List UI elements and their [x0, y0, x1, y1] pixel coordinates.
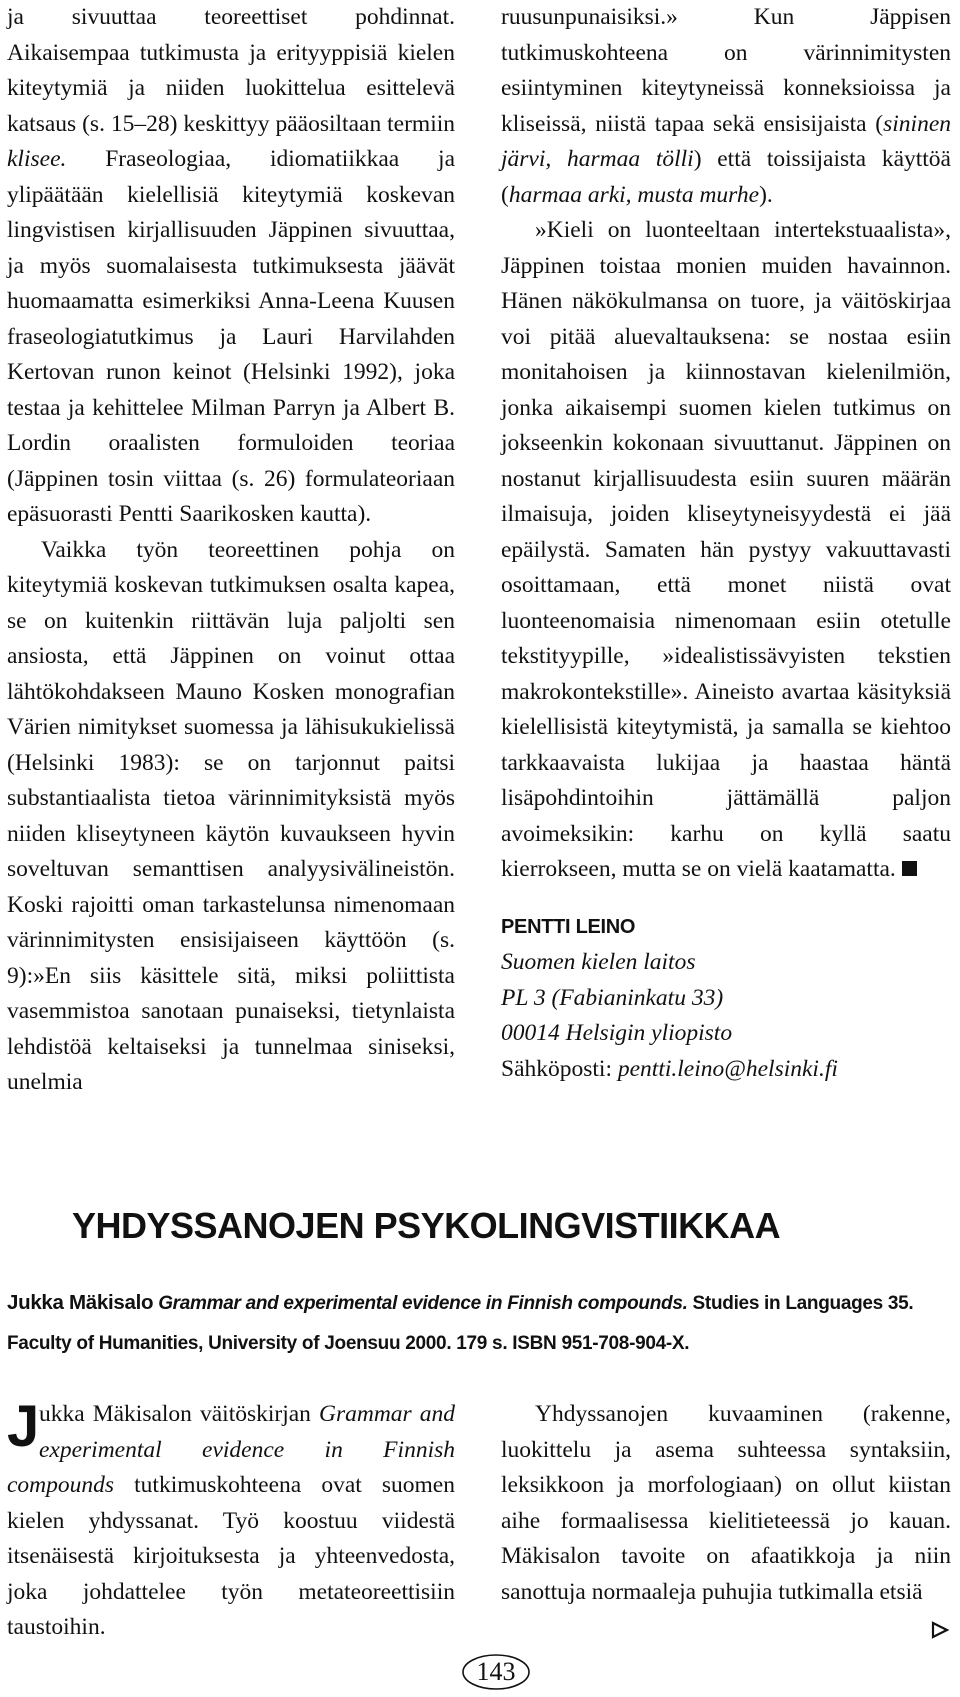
paragraph-text: ).: [759, 181, 773, 208]
italic-example: sininen järvi, harmaa tölli: [501, 110, 951, 172]
reviewer-address: PL 3 (Fabianinkatu 33): [501, 984, 724, 1011]
end-of-article-icon: [902, 861, 917, 876]
paragraph-text: ja sivuuttaa teoreettiset pohdinnat. Aikaisempaa tutkimusta ja erityyppisiä kielen kiteytymiä ja niiden luokittelua esittelevä katsaus (s. 15–28) keskittyy pääosiltaan termiin: [7, 4, 455, 137]
reviewer-postal-code: 00014 Helsigin yliopisto: [501, 1020, 733, 1046]
paragraph: Vaikka työn teoreettinen pohja on kiteytymiä koskevan tutkimuksen osalta kapea, se on kuitenkin riittävän luja paljolti sen ansiosta, että Jäppinen on voinut ottaa lähtökohdakseen Mauno Kosken monografian Värien nimitykset suomessa ja lähisukukielissä (Helsinki 1983): se on tarjonnut paitsi substantiaalista tietoa värinnimityksistä myös niiden kliseytyneen käytön kuvaukseen hyvin soveltuvan semanttisen analyysivälineistön. Koski rajoitti oman tarkastelunsa nimenomaan värinnimitysten ensisijaiseen käyttöön (s. 9):»En siis käsittele sitä, miksi poliittista vasemmistoa sanotaan punaiseksi, tietynlaista lehdistöä keltaiseksi ja tunnelmaa siniseksi, unelmia: [7, 536, 455, 1095]
paragraph: [501, 213, 951, 888]
page-number: 143: [476, 1657, 516, 1686]
book-publication-details: Studies in Languages 35. Faculty of Humanities, University of Joensuu 2000. 179 s. ISBN 951-708-904-X.: [7, 1293, 914, 1354]
italic-example: harmaa arki, musta murhe: [508, 181, 760, 208]
paragraph: Yhdyssanojen kuvaaminen (rakenne, luokittelu ja asema suhteessa syntaksiin, leksikkoon ja morfologiaan) on ollut kiistan aihe formaalisessa kielitieteessä jo kauan. Mäkisalon tavoite on afaatikkoja ja niin sanottuja normaaleja puhujia tutkimalla etsiä: [501, 1401, 951, 1605]
book-author: Jukka Mäkisalo: [7, 1291, 154, 1314]
italic-book-title: Grammar and experimental evidence in Finnish compounds: [7, 1401, 455, 1498]
paragraph-text: tutkimuskohteena ovat suomen kielen yhdyssanat. Työ koostuu viidestä itsenäisestä kirjoituksesta ja yhteenvedosta, joka johdattelee työn metateoreettisiin taustoihin.: [7, 1472, 455, 1640]
drop-cap: J: [7, 1394, 40, 1459]
book-title: Grammar and experimental evidence in Finnish compounds.: [158, 1293, 688, 1314]
book-reference: [7, 1283, 951, 1364]
right-column-top: [501, 0, 951, 1087]
paragraph: [7, 1394, 455, 1646]
reviewer-affiliation: Suomen kielen laitos: [501, 949, 696, 975]
left-column-top: [7, 0, 455, 1101]
right-column-bottom: [501, 1397, 951, 1610]
paragraph-text: ) että toissijaista käyttöä (: [501, 146, 951, 208]
italic-term: klisee.: [7, 146, 67, 172]
page-number-frame: [460, 1652, 532, 1692]
reviewer-name: PENTTI LEINO: [501, 915, 636, 938]
paragraph-text: »Kieli on luonteeltaan intertekstuaalista», Jäppinen toistaa monien muiden havainnon. Hänen näkökulmansa on tuore, ja väitöskirjaa voi pitää aluevaltauksena: se nostaa esiin monitahoisen ja kiinnostavan kielenilmiön, jonka aikaisempi suomen kielen tutkimus on jokseenkin kokonaan sivuuttanut. Jäppinen on nostanut kirjallisuudesta esiin suuren määrän ilmaisuja, joiden kliseytyneisyydestä ei jää epäilystä. Samaten hän pystyy vakuuttavasti osoittamaan, että monet niistä ovat luonteenomaisia nimenomaan esiin otetulle tekstityypille, »idealistissävyisten tekstien makrokontekstille». Aineisto avartaa käsityksiä kielellisistä kiteytymistä, ja samalla se kiehtoo tarkkaavaista lukijaa ja haastaa häntä lisäpohdintoihin jättämällä paljon avoimeksikin: karhu on kyllä saatu kierrokseen, mutta se on vielä kaatamatta.: [501, 217, 951, 882]
reviewer-email-line: [501, 1052, 951, 1088]
paragraph-text: ruusunpunaisiksi.» Kun Jäppisen tutkimuskohteena on värinnimitysten esiintyminen kiteytyneissä konneksioissa ja kliseissä, niistä tapaa sekä ensisijaista (: [501, 4, 951, 137]
email-label: Sähköposti:: [501, 1055, 618, 1082]
continue-arrow-icon: [930, 1620, 950, 1640]
email-address: pentti.leino@helsinki.fi: [617, 1055, 838, 1082]
paragraph: [7, 0, 455, 533]
review-title: YHDYSSANOJEN PSYKOLINGVISTIIKKAA: [72, 1205, 781, 1246]
paragraph: [501, 0, 951, 213]
paragraph-text: ukka Mäkisalon väitöskirjan: [39, 1401, 319, 1427]
paragraph-text: Fraseologiaa, idiomatiikkaa ja ylipäätään kielellisiä kiteytymiä koskevan lingvistisen kirjallisuuden Jäppinen sivuuttaa, ja myös suomalaisesta tutkimuksesta jäävät huomaamatta esimerkiksi Anna-Leena Kuusen fraseologiatutkimus ja Lauri Harvilahden Kertovan runon keinot (Helsinki 1992), joka testaa ja kehittelee Milman Parryn ja Albert B. Lordin oraalisten formuloiden teoriaa (Jäppinen tosin viittaa (s. 26) formulateoriaan epäsuorasti Pentti Saarikosken kautta).: [7, 146, 455, 527]
left-column-bottom: [7, 1394, 455, 1646]
